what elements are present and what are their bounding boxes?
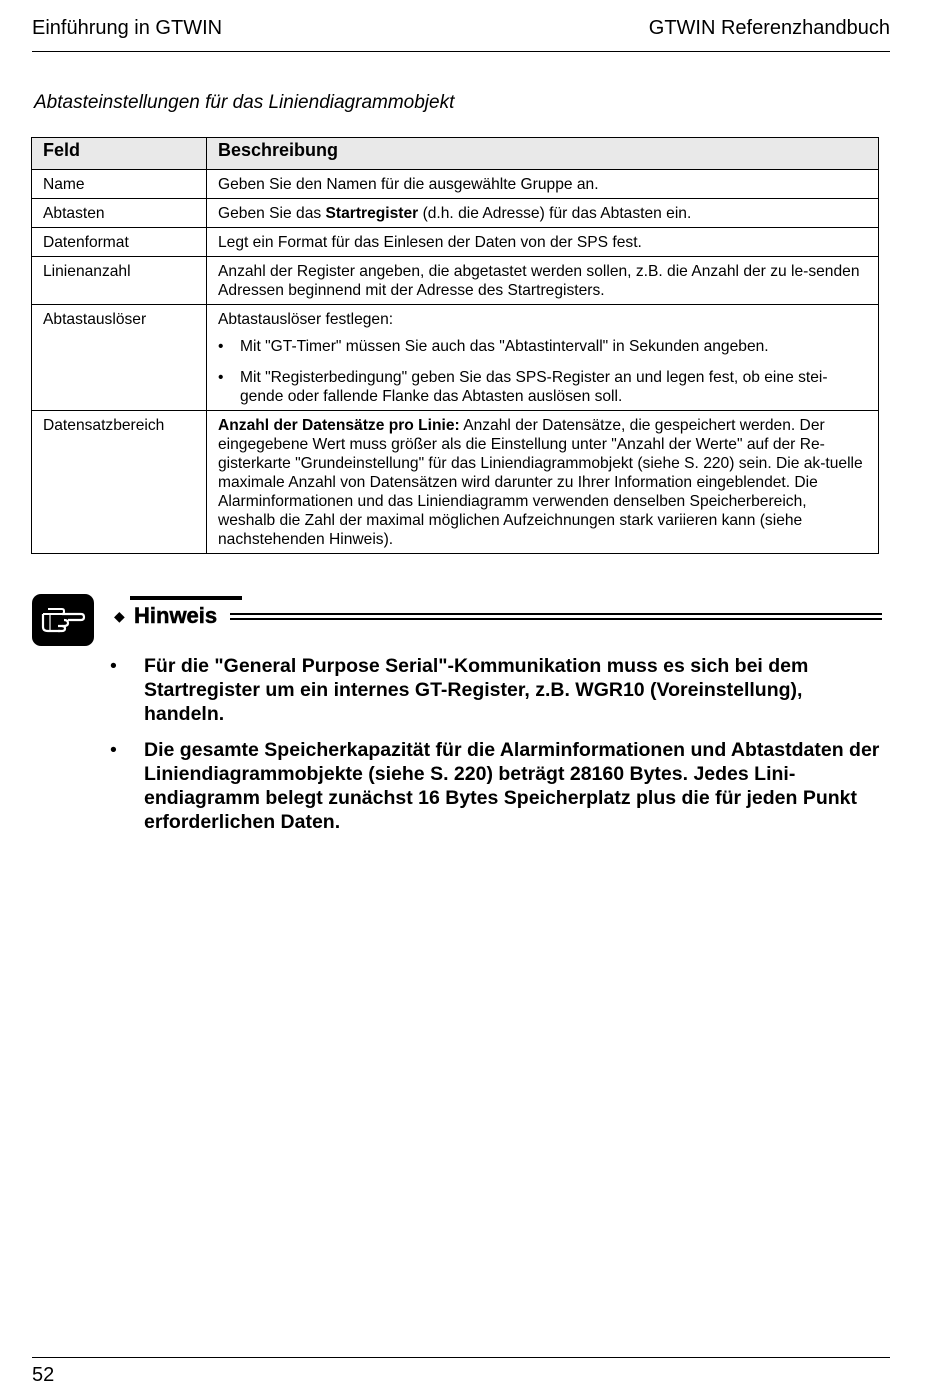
page-number: 52 xyxy=(32,1364,55,1385)
pointing-hand-icon xyxy=(32,594,94,646)
description-cell xyxy=(207,199,879,228)
description-cell: Legt ein Format für das Einlesen der Daten von der SPS fest. xyxy=(207,228,879,257)
field-cell: Name xyxy=(32,170,207,199)
bullet-item: • Mit "GT-Timer" müssen Sie auch das "Abtastintervall" in Sekunden angeben. xyxy=(218,337,868,356)
description-cell xyxy=(207,411,879,554)
description-bullet-list xyxy=(218,337,868,406)
hint-heading-rule xyxy=(230,613,882,620)
description-cell xyxy=(207,305,879,411)
description-text: Abtastauslöser festlegen: xyxy=(218,311,394,328)
field-cell: Linienanzahl xyxy=(32,257,207,305)
hint-heading-label: Hinweis xyxy=(134,603,218,628)
table-row xyxy=(32,305,879,411)
field-cell: Datensatzbereich xyxy=(32,411,207,554)
hint-item: • Für die "General Purpose Serial"-Kommunikation muss es sich bei dem Startregister um ein internes GT-Register, z.B. WGR10 (Voreinstellung), handeln. xyxy=(110,654,885,726)
description-bold-term: Anzahl der Datensätze pro Linie: xyxy=(218,417,460,434)
table-row xyxy=(32,170,879,199)
table-row xyxy=(32,199,879,228)
page-footer xyxy=(32,1357,890,1385)
field-cell: Datenformat xyxy=(32,228,207,257)
description-cell: Anzahl der Register angeben, die abgetastet werden sollen, z.B. die Anzahl der zu le-senden Adressen beginnend mit der Adresse des Startregisters. xyxy=(207,257,879,305)
description-text: (d.h. die Adresse) für das Abtasten ein. xyxy=(418,205,692,222)
table-row xyxy=(32,257,879,305)
section-title: Abtasteinstellungen für das Liniendiagrammobjekt xyxy=(34,92,455,113)
description-bold-term: Startregister xyxy=(325,205,419,222)
hint-heading xyxy=(112,596,882,636)
column-header-field: Feld xyxy=(32,138,207,170)
header-manual-title: GTWIN Referenzhandbuch xyxy=(648,17,890,39)
table-row xyxy=(32,411,879,554)
field-cell: Abtasten xyxy=(32,199,207,228)
hint-heading-bar xyxy=(130,596,242,600)
description-text: Geben Sie das xyxy=(218,205,326,222)
diamond-icon: ◆ xyxy=(114,608,125,624)
description-text: Anzahl der Datensätze, die gespeichert werden. Der eingegebene Wert muss größer als die Einstellung unter "Anzahl der Werte" auf der Re-gisterkarte "Grundeinstellung" für das Liniendiagrammobjekt (siehe S. 220) sein. Die ak-tuelle maximale Anzahl von Datensätzen wird darunter zu Ihrer Information eingeblendet. Die Alarminformationen und das Liniendiagramm verwenden denselben Speicherbereich, weshalb die Zahl der maximal möglichen Aufzeichnungen stark variieren kann (siehe nachstehenden Hinweis). xyxy=(218,417,863,548)
hint-item: • Die gesamte Speicherkapazität für die Alarminformationen und Abtastdaten der Liniendiagrammobjekte (siehe S. 220) beträgt 28160 Bytes. Jedes Lini-endiagramm belegt zunächst 16 Bytes Speicherplatz plus die für jeden Punkt erforderlichen Daten. xyxy=(110,738,885,834)
column-header-description: Beschreibung xyxy=(207,138,879,170)
table-row xyxy=(32,228,879,257)
hint-list xyxy=(110,654,885,846)
page-header xyxy=(32,14,890,52)
description-cell: Geben Sie den Namen für die ausgewählte Gruppe an. xyxy=(207,170,879,199)
table-header-row xyxy=(32,138,879,170)
bullet-item: • Mit "Registerbedingung" geben Sie das SPS-Register an und legen fest, ob eine stei-gende oder fallende Flanke das Abtasten auslösen soll. xyxy=(218,368,868,406)
settings-table xyxy=(31,137,879,554)
field-cell: Abtastauslöser xyxy=(32,305,207,411)
header-chapter: Einführung in GTWIN xyxy=(32,17,223,39)
